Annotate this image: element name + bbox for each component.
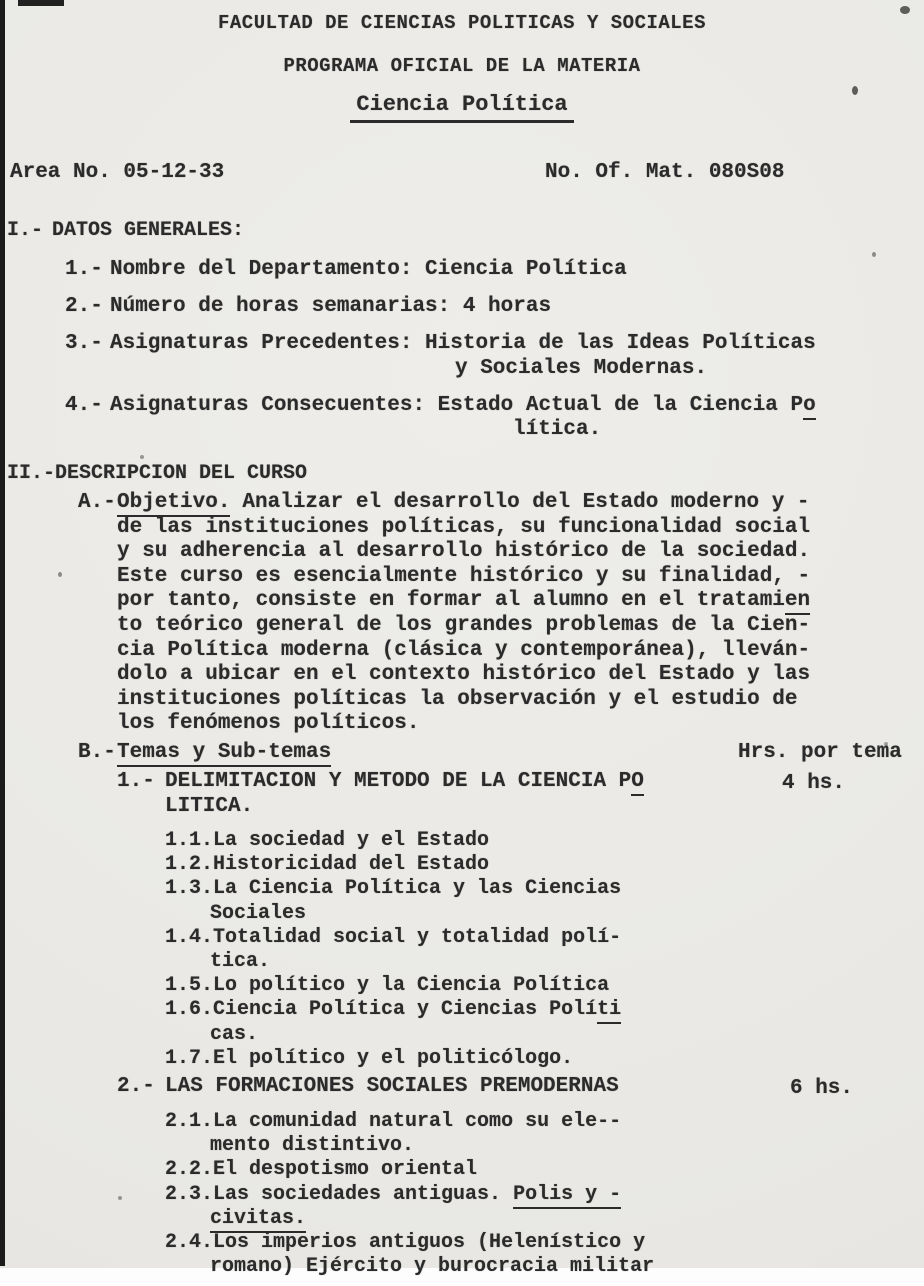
section-2-title: DESCRIPCION DEL CURSO (55, 462, 308, 485)
section-1-number: I.- (7, 219, 44, 242)
list-item (65, 258, 816, 283)
paragraph-line (117, 491, 810, 516)
topics-label: Temas y Sub-temas (117, 741, 331, 767)
sub-item (165, 829, 621, 853)
item-number: 2.- (65, 294, 103, 318)
paragraph-line: dolo a ubicar en el contexto histórico del Estado y las (117, 663, 811, 687)
topic-hours: 6 hs. (790, 1077, 854, 1100)
item-text: Número de horas semanarias: 4 horas (110, 294, 552, 318)
hours-column-header: Hrs. por tema (738, 741, 902, 764)
topic-number: 1.- (117, 770, 155, 793)
sub-item (165, 1183, 654, 1231)
general-data-list (65, 258, 816, 455)
sub-item-number: 2.4. (165, 1231, 214, 1255)
sub-item-continuation-underlined: civitas. (210, 1207, 306, 1233)
sub-item (165, 926, 621, 974)
item-text: Asignaturas Consecuentes: Estado Actual de la Ciencia P (110, 393, 804, 417)
topic-number: 2.- (117, 1075, 155, 1098)
paragraph-line: instituciones políticas la observación y el estudio de (117, 687, 798, 711)
list-item (65, 295, 816, 320)
sub-item-continuation: Sociales (210, 901, 307, 925)
sub-item-text: Las sociedades antiguas. (213, 1182, 514, 1206)
item-number: 4.- (65, 393, 103, 417)
section-2-heading (7, 462, 307, 485)
sub-item-number: 1.6. (165, 998, 214, 1022)
section-2-number: II.- (7, 462, 56, 485)
paragraph-line: los fenómenos políticos. (117, 712, 420, 736)
topic-title-underlined: O (631, 770, 644, 796)
item-text-continuation: y Sociales Modernas. (455, 356, 708, 380)
sub-item-number: 1.2. (165, 853, 214, 877)
sub-item (165, 853, 621, 877)
paragraph-line: to teórico general de los grandes problemas de la Cien- (117, 613, 811, 637)
paragraph-line-text: por tanto, consiste en formar al alumno en el tratami (117, 589, 785, 613)
sub-item-number: 1.7. (165, 1046, 214, 1070)
sub-item-continuation: mento distintivo. (210, 1134, 415, 1158)
sub-item-text: La sociedad y el Estado (213, 829, 490, 852)
sub-item-text: El político y el politicólogo. (213, 1046, 574, 1070)
sub-item-text-underlined: Polis y - (513, 1183, 621, 1209)
item-number: 3.- (65, 331, 103, 355)
sub-item-text: Lo político y la Ciencia Política (213, 974, 610, 998)
item-text: Asignaturas Precedentes: Historia de las Ideas Políticas (110, 331, 816, 355)
section-1-title: DATOS GENERALES: (52, 219, 245, 242)
scan-speck (140, 455, 144, 459)
sub-item-number: 1.5. (165, 974, 214, 998)
list-item (65, 394, 816, 443)
sub-item-number: 1.1. (165, 829, 214, 852)
topic-title (165, 770, 644, 819)
item-number: 1.- (65, 258, 103, 281)
objective-label: Objetivo. (117, 491, 230, 517)
item-text: Nombre del Departamento: Ciencia Política (110, 258, 627, 281)
sub-item-continuation: tica. (210, 950, 271, 974)
scan-speck (118, 1196, 122, 1200)
sub-item-continuation: cas. (210, 1022, 259, 1046)
course-title: Ciencia Política (350, 92, 573, 123)
paragraph-line (117, 589, 810, 614)
paragraph-line: de las instituciones políticas, su funcionalidad social (117, 515, 811, 539)
official-subject-number: No. Of. Mat. 080S08 (545, 161, 785, 184)
paragraph-line-text: Analizar el desarrollo del Estado moderno y - (242, 491, 810, 514)
course-title-line (0, 92, 924, 117)
objective-paragraph (117, 491, 810, 737)
sub-item-continuation: romano) Ejército y burocracia militar (210, 1255, 655, 1279)
sub-item (165, 998, 621, 1046)
scan-speck (58, 572, 62, 577)
sub-item (165, 974, 621, 998)
topic-hours: 4 hs. (782, 772, 846, 795)
objective-letter: A.- (78, 491, 116, 514)
topic-title-text: DELIMITACION Y METODO DE LA CIENCIA P (165, 770, 632, 793)
scan-edge-left (0, 0, 5, 1266)
paragraph-line: y su adherencia al desarrollo histórico de la sociedad. (117, 540, 811, 564)
topic-title: LAS FORMACIONES SOCIALES PREMODERNAS (165, 1075, 619, 1098)
topic-2-subitems (165, 1110, 654, 1279)
sub-item-text: La comunidad natural como su ele-- (213, 1110, 622, 1133)
sub-item (165, 1231, 654, 1279)
faculty-title: FACULTAD DE CIENCIAS POLITICAS Y SOCIALES (218, 12, 706, 34)
sub-item-text: Ciencia Política y Ciencias Polí (213, 998, 598, 1022)
sub-item-text: Historicidad del Estado (213, 853, 490, 877)
sub-item-continuation (210, 1207, 654, 1231)
paragraph-line: Este curso es esencialmente histórico y su finalidad, - (117, 564, 811, 588)
topic-1-subitems (165, 829, 621, 1071)
topics-label-line (117, 741, 331, 764)
program-title: PROGRAMA OFICIAL DE LA MATERIA (283, 55, 641, 77)
item-text-underlined: o (803, 394, 816, 420)
sub-item (165, 1158, 654, 1182)
topics-letter: B.- (78, 741, 116, 764)
topic-title-line (165, 770, 644, 795)
sub-item-number: 2.2. (165, 1158, 214, 1182)
sub-item (165, 877, 621, 925)
scan-speck (872, 252, 876, 257)
topic-title-continuation: LITICA. (165, 794, 254, 818)
sub-item-number: 1.3. (165, 877, 214, 901)
area-number: Area No. 05-12-33 (10, 161, 225, 184)
item-text-continuation: lítica. (513, 418, 602, 442)
sub-item (165, 1110, 654, 1158)
paragraph-line: cia Política moderna (clásica y contemporánea), lleván- (117, 638, 811, 662)
sub-item-number: 2.3. (165, 1182, 214, 1206)
sub-item-number: 1.4. (165, 925, 214, 949)
sub-item (165, 1047, 621, 1071)
sub-item-text: El despotismo oriental (213, 1158, 478, 1182)
paragraph-line-underlined: en (785, 589, 810, 615)
list-item (65, 332, 816, 381)
sub-item-text-underlined: ti (597, 998, 621, 1024)
sub-item-number: 2.1. (165, 1110, 214, 1133)
sub-item-text: Totalidad social y totalidad polí- (213, 925, 622, 949)
scan-speck (18, 0, 64, 6)
sub-item-text: La Ciencia Política y las Ciencias (213, 877, 622, 901)
section-1-heading (7, 219, 244, 242)
sub-item-text: Los imperios antiguos (Helenístico y (213, 1231, 646, 1255)
